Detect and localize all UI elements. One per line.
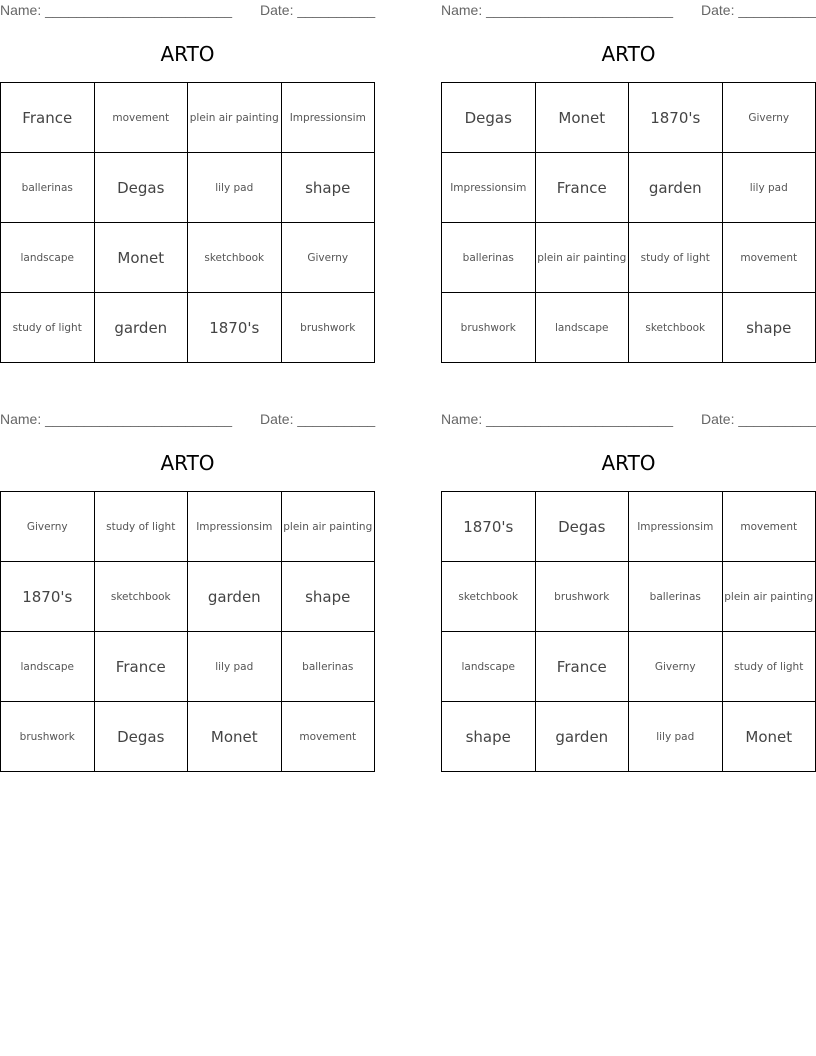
- bingo-cell: study of light: [629, 223, 723, 293]
- card-header: [441, 411, 816, 429]
- name-field-label: Name: ________________________: [441, 411, 673, 427]
- bingo-cell: Impressionsim: [442, 153, 536, 223]
- bingo-cell: France: [536, 632, 630, 702]
- bingo-cell: plein air painting: [188, 83, 282, 153]
- bingo-cell: brushwork: [442, 293, 536, 363]
- bingo-cell: France: [536, 153, 630, 223]
- bingo-cell: brushwork: [1, 702, 95, 772]
- card-header: [441, 2, 816, 20]
- bingo-cell: sketchbook: [188, 223, 282, 293]
- bingo-cell: lily pad: [188, 632, 282, 702]
- bingo-cell: 1870's: [1, 562, 95, 632]
- bingo-cell: plein air painting: [723, 562, 816, 632]
- bingo-cell: ballerinas: [282, 632, 376, 702]
- bingo-cell: sketchbook: [95, 562, 189, 632]
- bingo-cell: brushwork: [282, 293, 376, 363]
- bingo-cell: ballerinas: [442, 223, 536, 293]
- bingo-cell: movement: [723, 223, 816, 293]
- bingo-cell: lily pad: [629, 702, 723, 772]
- bingo-grid: [441, 82, 816, 363]
- name-field-label: Name: ________________________: [0, 2, 232, 18]
- bingo-cell: landscape: [1, 223, 95, 293]
- bingo-cell: France: [1, 83, 95, 153]
- bingo-cell: Degas: [442, 83, 536, 153]
- bingo-cell: shape: [723, 293, 816, 363]
- bingo-cell: Giverny: [1, 492, 95, 562]
- bingo-card-1: [0, 0, 375, 365]
- bingo-cell: plein air painting: [536, 223, 630, 293]
- bingo-cell: garden: [95, 293, 189, 363]
- bingo-cell: study of light: [723, 632, 816, 702]
- bingo-cell: shape: [442, 702, 536, 772]
- bingo-cell: shape: [282, 153, 376, 223]
- bingo-cell: Impressionsim: [188, 492, 282, 562]
- bingo-cell: Degas: [536, 492, 630, 562]
- bingo-cell: plein air painting: [282, 492, 376, 562]
- bingo-cell: brushwork: [536, 562, 630, 632]
- bingo-cell: study of light: [95, 492, 189, 562]
- bingo-cell: movement: [95, 83, 189, 153]
- name-field-label: Name: ________________________: [0, 411, 232, 427]
- bingo-cell: France: [95, 632, 189, 702]
- bingo-grid: [0, 82, 375, 363]
- bingo-cell: garden: [188, 562, 282, 632]
- card-title: ARTO: [601, 42, 656, 66]
- bingo-cell: lily pad: [723, 153, 816, 223]
- bingo-cell: garden: [536, 702, 630, 772]
- bingo-cell: Monet: [723, 702, 816, 772]
- bingo-cell: sketchbook: [442, 562, 536, 632]
- card-title: ARTO: [160, 451, 215, 475]
- bingo-cell: Impressionsim: [629, 492, 723, 562]
- card-header: [0, 2, 375, 20]
- bingo-cell: shape: [282, 562, 376, 632]
- bingo-cell: 1870's: [188, 293, 282, 363]
- bingo-card-3: [0, 409, 375, 774]
- bingo-cell: 1870's: [442, 492, 536, 562]
- date-field-label: Date: __________: [260, 411, 376, 427]
- bingo-cell: 1870's: [629, 83, 723, 153]
- bingo-cell: movement: [282, 702, 376, 772]
- bingo-cell: Degas: [95, 153, 189, 223]
- card-title: ARTO: [601, 451, 656, 475]
- bingo-cell: landscape: [1, 632, 95, 702]
- name-field-label: Name: ________________________: [441, 2, 673, 18]
- bingo-cell: Giverny: [282, 223, 376, 293]
- bingo-grid: [441, 491, 816, 772]
- bingo-cell: ballerinas: [629, 562, 723, 632]
- bingo-cell: Impressionsim: [282, 83, 376, 153]
- bingo-cell: sketchbook: [629, 293, 723, 363]
- bingo-card-4: [441, 409, 816, 774]
- bingo-cell: Monet: [95, 223, 189, 293]
- bingo-card-2: [441, 0, 816, 365]
- bingo-cell: landscape: [536, 293, 630, 363]
- bingo-cell: Degas: [95, 702, 189, 772]
- bingo-cell: garden: [629, 153, 723, 223]
- date-field-label: Date: __________: [260, 2, 376, 18]
- bingo-cell: movement: [723, 492, 816, 562]
- bingo-cell: lily pad: [188, 153, 282, 223]
- bingo-cell: study of light: [1, 293, 95, 363]
- bingo-cell: Monet: [188, 702, 282, 772]
- card-title: ARTO: [160, 42, 215, 66]
- bingo-cell: Monet: [536, 83, 630, 153]
- bingo-cell: landscape: [442, 632, 536, 702]
- card-header: [0, 411, 375, 429]
- bingo-cell: Giverny: [723, 83, 816, 153]
- bingo-cell: Giverny: [629, 632, 723, 702]
- date-field-label: Date: __________: [701, 411, 816, 427]
- bingo-cell: ballerinas: [1, 153, 95, 223]
- date-field-label: Date: __________: [701, 2, 816, 18]
- bingo-grid: [0, 491, 375, 772]
